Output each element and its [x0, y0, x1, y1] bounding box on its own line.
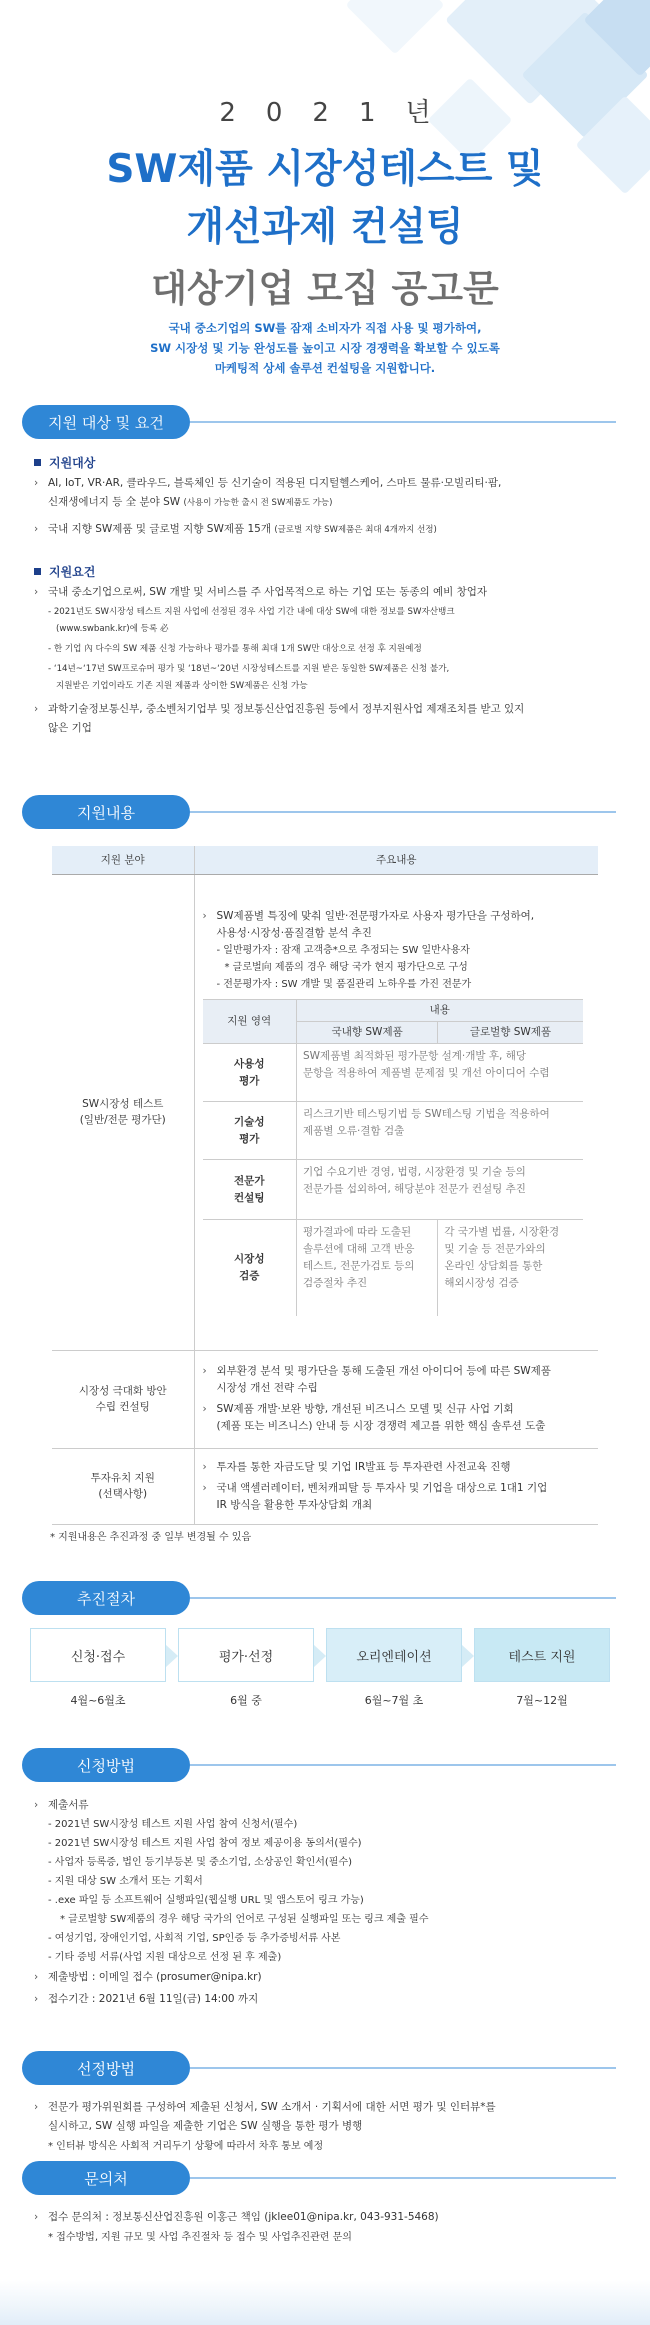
arrow-right-icon [314, 1645, 326, 1667]
area-tech: 기술성 평가 [203, 1102, 297, 1160]
contact-text: › 접수 문의처 : 정보통신산업진흥원 이홍근 책임 (jklee01@nipa.kr, 043-931-5468) [34, 2208, 439, 2227]
arrow-right-icon [462, 1645, 474, 1667]
doc-item: * 글로벌향 SW제품의 경우 해당 국가의 언어로 구성된 실행파일 또는 링크 제출 필수 [60, 1914, 429, 1925]
docs-heading: › 제출서류 [34, 1796, 89, 1815]
inner-header-domestic: 국내향 SW제품 [297, 1022, 438, 1044]
footer-band [0, 2280, 650, 2325]
step-orientation: 오리엔테이션 [326, 1628, 462, 1682]
table-row [52, 1448, 598, 1524]
section-divider [190, 421, 616, 423]
doc-item: - 기타 증빙 서류(사업 지원 대상으로 선정 된 후 제출) [48, 1952, 282, 1963]
row-content: › 외부환경 분석 및 평가단을 통해 도출된 개선 아이디어 등에 따른 SW제품 시장성 개선 전략 수립 › SW제품 개발·보완 방향, 개선된 비즈니스 모델 및 신규 사업 기회 (제품 또는 비즈니스) 안내 등 시장 경쟁력 제고를 위한 핵심 솔루션 도출 [194, 1350, 598, 1448]
step-evaluate: 평가·선정 [178, 1628, 314, 1682]
req-item-2-cont: 않은 기업 [48, 722, 92, 734]
doc-item: - 지원 대상 SW 소개서 또는 기획서 [48, 1876, 203, 1887]
header-content: 주요내용 [194, 846, 598, 874]
target-item-1: › AI, IoT, VR·AR, 클라우드, 블록체인 등 신기술이 적용된 디지털헬스케어, 스마트 물류·모빌리티·팜, [34, 474, 501, 493]
selection-text-cont: 실시하고, SW 실행 파일을 제출한 기업은 SW 실행을 통한 평가 병행 [48, 2120, 363, 2132]
row-content: › SW제품별 특징에 맞춰 일반·전문평가자로 사용자 평가단을 구성하여, 사용성·시장성·품질결함 분석 추진 - 일반평가자 : 잠재 고객층*으로 추정되는 SW 일반사용자 * 글로벌向 제품의 경우 해당 국가 현지 평가단으로 구성 - 전문평가자 : SW 개발 및 품질관리 노하우를 가진 전문가 지원 영역 내용 국내향 SW제품 글로벌향 SW제품 사용성 평가 SW제품별 최적화된 평가문항 설계·개발 후, 해당 문항을 적용하여 제품별 문제점 및 개선 아이디어 수렴 기술성 평가 리스크기반 테스팅기법 등 SW테스팅 기법을 적용하여 제품별 오류·결함 검출 전문가 컨설팅 기업 수요기반 경영, 법령, 시장환경 및 기술 등의 전문가를 섭외하여, 해당분야 전문가 컨설팅 추진 시장성 검증 평가결과에 따라 도출된 솔루션에 대해 고객 반응 테스트, 전문가검토 등의 검증절차 추진 각 국가별 법률, 시장환경 및 기술 등 전문가와의 온라인 상담회를 통한 해외시장성 검증 [194, 874, 598, 1350]
section-title-procedure: 추진절차 [22, 1581, 190, 1615]
req-detail-a: - 2021년도 SW시장성 테스트 지원 사업에 선정된 경우 사업 기간 내에 대상 SW에 대한 정보를 SW자산뱅크 [48, 607, 455, 617]
submit-method: › 제출방법 : 이메일 접수 (prosumer@nipa.kr) [34, 1968, 262, 1987]
year-heading: 2021년 [219, 98, 461, 128]
table-row [52, 874, 598, 1350]
inner-header-area: 지원 영역 [203, 1000, 297, 1044]
area-usability: 사용성 평가 [203, 1044, 297, 1102]
chevron-right-icon: › [202, 1403, 207, 1415]
header-area: 지원 분야 [52, 846, 194, 874]
support-table [52, 846, 598, 1525]
row-category: 투자유치 지원 (선택사항) [52, 1448, 194, 1524]
chevron-right-icon: › [34, 1993, 39, 2005]
req-detail-b: - 한 기업 內 다수의 SW 제품 신청 가능하나 평가를 통해 최대 1개 SW만 대상으로 선정 후 지원예정 [48, 644, 422, 654]
section-divider [190, 2067, 616, 2069]
subheading-target: 지원대상 [34, 454, 95, 471]
submit-period: › 접수기간 : 2021년 6월 11일(금) 14:00 까지 [34, 1990, 258, 2009]
row-category: SW시장성 테스트 (일반/전문 평가단) [52, 874, 194, 1350]
square-bullet-icon [34, 568, 41, 575]
section-title-support: 지원내용 [22, 795, 190, 829]
selection-text: › 전문가 평가위원회를 구성하여 제출된 신청서, SW 소개서 · 기획서에 대한 서면 평가 및 인터뷰*를 [34, 2098, 496, 2117]
table-row: 시장성 검증 평가결과에 따라 도출된 솔루션에 대해 고객 반응 테스트, 전문가검토 등의 검증절차 추진 각 국가별 법률, 시장환경 및 기술 등 전문가와의 온라인 상담회를 통한 해외시장성 검증 [203, 1220, 583, 1316]
inner-header-global: 글로벌향 SW제품 [438, 1022, 583, 1044]
doc-item: - 여성기업, 장애인기업, 사회적 기업, SP인증 등 추가증빙서류 사본 [48, 1933, 341, 1944]
chevron-right-icon: › [34, 523, 39, 535]
decorative-shape [346, 0, 445, 54]
doc-item: - .exe 파일 등 소프트웨어 실행파일(웹실행 URL 및 앱스토어 링크 가능) [48, 1895, 364, 1906]
square-bullet-icon [34, 459, 41, 466]
doc-item: - 사업자 등록증, 법인 등기부등본 및 중소기업, 소상공인 확인서(필수) [48, 1857, 353, 1868]
req-detail-c-cont: 지원받은 기업이라도 기존 지원 제품과 상이한 SW제품은 신청 가능 [56, 681, 308, 691]
subheading-requirements: 지원요건 [34, 563, 95, 580]
chevron-right-icon: › [34, 477, 39, 489]
table-row [52, 1350, 598, 1448]
step-date: 6월 중 [230, 1694, 262, 1707]
req-item-2: › 과학기술정보통신부, 중소벤처기업부 및 정보통신산업진흥원 등에서 정부지원사업 제재조치를 받고 있지 [34, 700, 524, 719]
chevron-right-icon: › [202, 1481, 207, 1494]
support-note: * 지원내용은 추진과정 중 일부 변경될 수 있음 [50, 1532, 252, 1543]
section-title-selection: 선정방법 [22, 2051, 190, 2085]
intro-text: 국내 중소기업의 SW를 잠재 소비자가 직접 사용 및 평가하여, SW 시장성 및 기능 완성도를 높이고 시장 경쟁력을 확보할 수 있도록 마케팅적 상세 솔루션 컨설팅을 지원합니다. [150, 321, 500, 375]
inner-header-content: 내용 [297, 1000, 583, 1022]
step-date: 4월~6월초 [70, 1694, 126, 1707]
area-expert: 전문가 컨설팅 [203, 1160, 297, 1220]
section-divider [190, 2177, 616, 2179]
contact-note: * 접수방법, 지원 규모 및 사업 추진절차 등 접수 및 사업추진관련 문의 [48, 2232, 352, 2243]
table-header-row [52, 846, 598, 874]
section-divider [190, 811, 616, 813]
chevron-right-icon: › [34, 2101, 39, 2113]
section-divider [190, 1597, 616, 1599]
step-apply: 신청·접수 [30, 1628, 166, 1682]
target-item-1-cont: 신재생에너지 등 全 분야 SW (사용이 가능한 출시 전 SW제품도 가능) [48, 496, 333, 508]
section-divider [190, 1764, 616, 1766]
doc-item: - 2021년 SW시장성 테스트 지원 사업 참여 신청서(필수) [48, 1819, 298, 1830]
chevron-right-icon: › [202, 910, 207, 923]
target-item-2: › 국내 지향 SW제품 및 글로벌 지향 SW제품 15개 (글로벌 지향 SW제품은 최대 4개까지 선정) [34, 520, 437, 540]
selection-note: * 인터뷰 방식은 사회적 거리두기 상황에 따라서 차후 통보 예정 [48, 2141, 324, 2152]
title-line-3: 대상기업 모집 공고문 [151, 267, 499, 310]
chevron-right-icon: › [202, 1365, 207, 1377]
table-row: 사용성 평가 SW제품별 최적화된 평가문항 설계·개발 후, 해당 문항을 적용하여 제품별 문제점 및 개선 아이디어 수렴 [203, 1044, 583, 1102]
section-title-eligibility: 지원 대상 및 요건 [22, 405, 190, 439]
section-title-contact: 문의처 [22, 2161, 190, 2195]
title-line-2: 개선과제 컨설팅 [186, 205, 464, 250]
step-date: 7월~12월 [516, 1694, 568, 1707]
section-title-application: 신청방법 [22, 1748, 190, 1782]
table-row: 기술성 평가 리스크기반 테스팅기법 등 SW테스팅 기법을 적용하여 제품별 오류·결함 검출 [203, 1102, 583, 1160]
row-category: 시장성 극대화 방안 수립 컨설팅 [52, 1350, 194, 1448]
step-date: 6월~7월 초 [364, 1694, 424, 1707]
support-area-table [203, 999, 583, 1316]
chevron-right-icon: › [34, 1971, 39, 1983]
step-test: 테스트 지원 [474, 1628, 610, 1682]
chevron-right-icon: › [34, 586, 39, 598]
table-row: 전문가 컨설팅 기업 수요기반 경영, 법령, 시장환경 및 기술 등의 전문가를 섭외하여, 해당분야 전문가 컨설팅 추진 [203, 1160, 583, 1220]
row-content: › 투자를 통한 자금도달 및 기업 IR발표 등 투자관련 사전교육 진행 › 국내 액셀러레이터, 벤처캐피탈 등 투자사 및 기업을 대상으로 1대1 기업 IR 방식을 활용한 투자상담회 개최 [194, 1448, 598, 1524]
req-detail-a-cont: (www.swbank.kr)에 등록 必 [56, 624, 169, 634]
title-line-1: SW제품 시장성테스트 및 [106, 147, 544, 192]
area-market: 시장성 검증 [203, 1220, 297, 1316]
chevron-right-icon: › [202, 1460, 207, 1473]
chevron-right-icon: › [34, 1799, 39, 1811]
req-item-1: › 국내 중소기업으로써, SW 개발 및 서비스를 주 사업목적으로 하는 기업 또는 동종의 예비 창업자 [34, 583, 487, 602]
chevron-right-icon: › [34, 2211, 39, 2223]
chevron-right-icon: › [34, 703, 39, 715]
arrow-right-icon [166, 1645, 178, 1667]
doc-item: - 2021년 SW시장성 테스트 지원 사업 참여 정보 제공이용 동의서(필수) [48, 1838, 362, 1849]
hero-banner [0, 0, 650, 400]
req-detail-c: - ‘14년~‘17년 SW프로슈머 평가 및 ‘18년~‘20년 시장성테스트를 지원 받은 동일한 SW제품은 신청 불가, [48, 664, 450, 674]
